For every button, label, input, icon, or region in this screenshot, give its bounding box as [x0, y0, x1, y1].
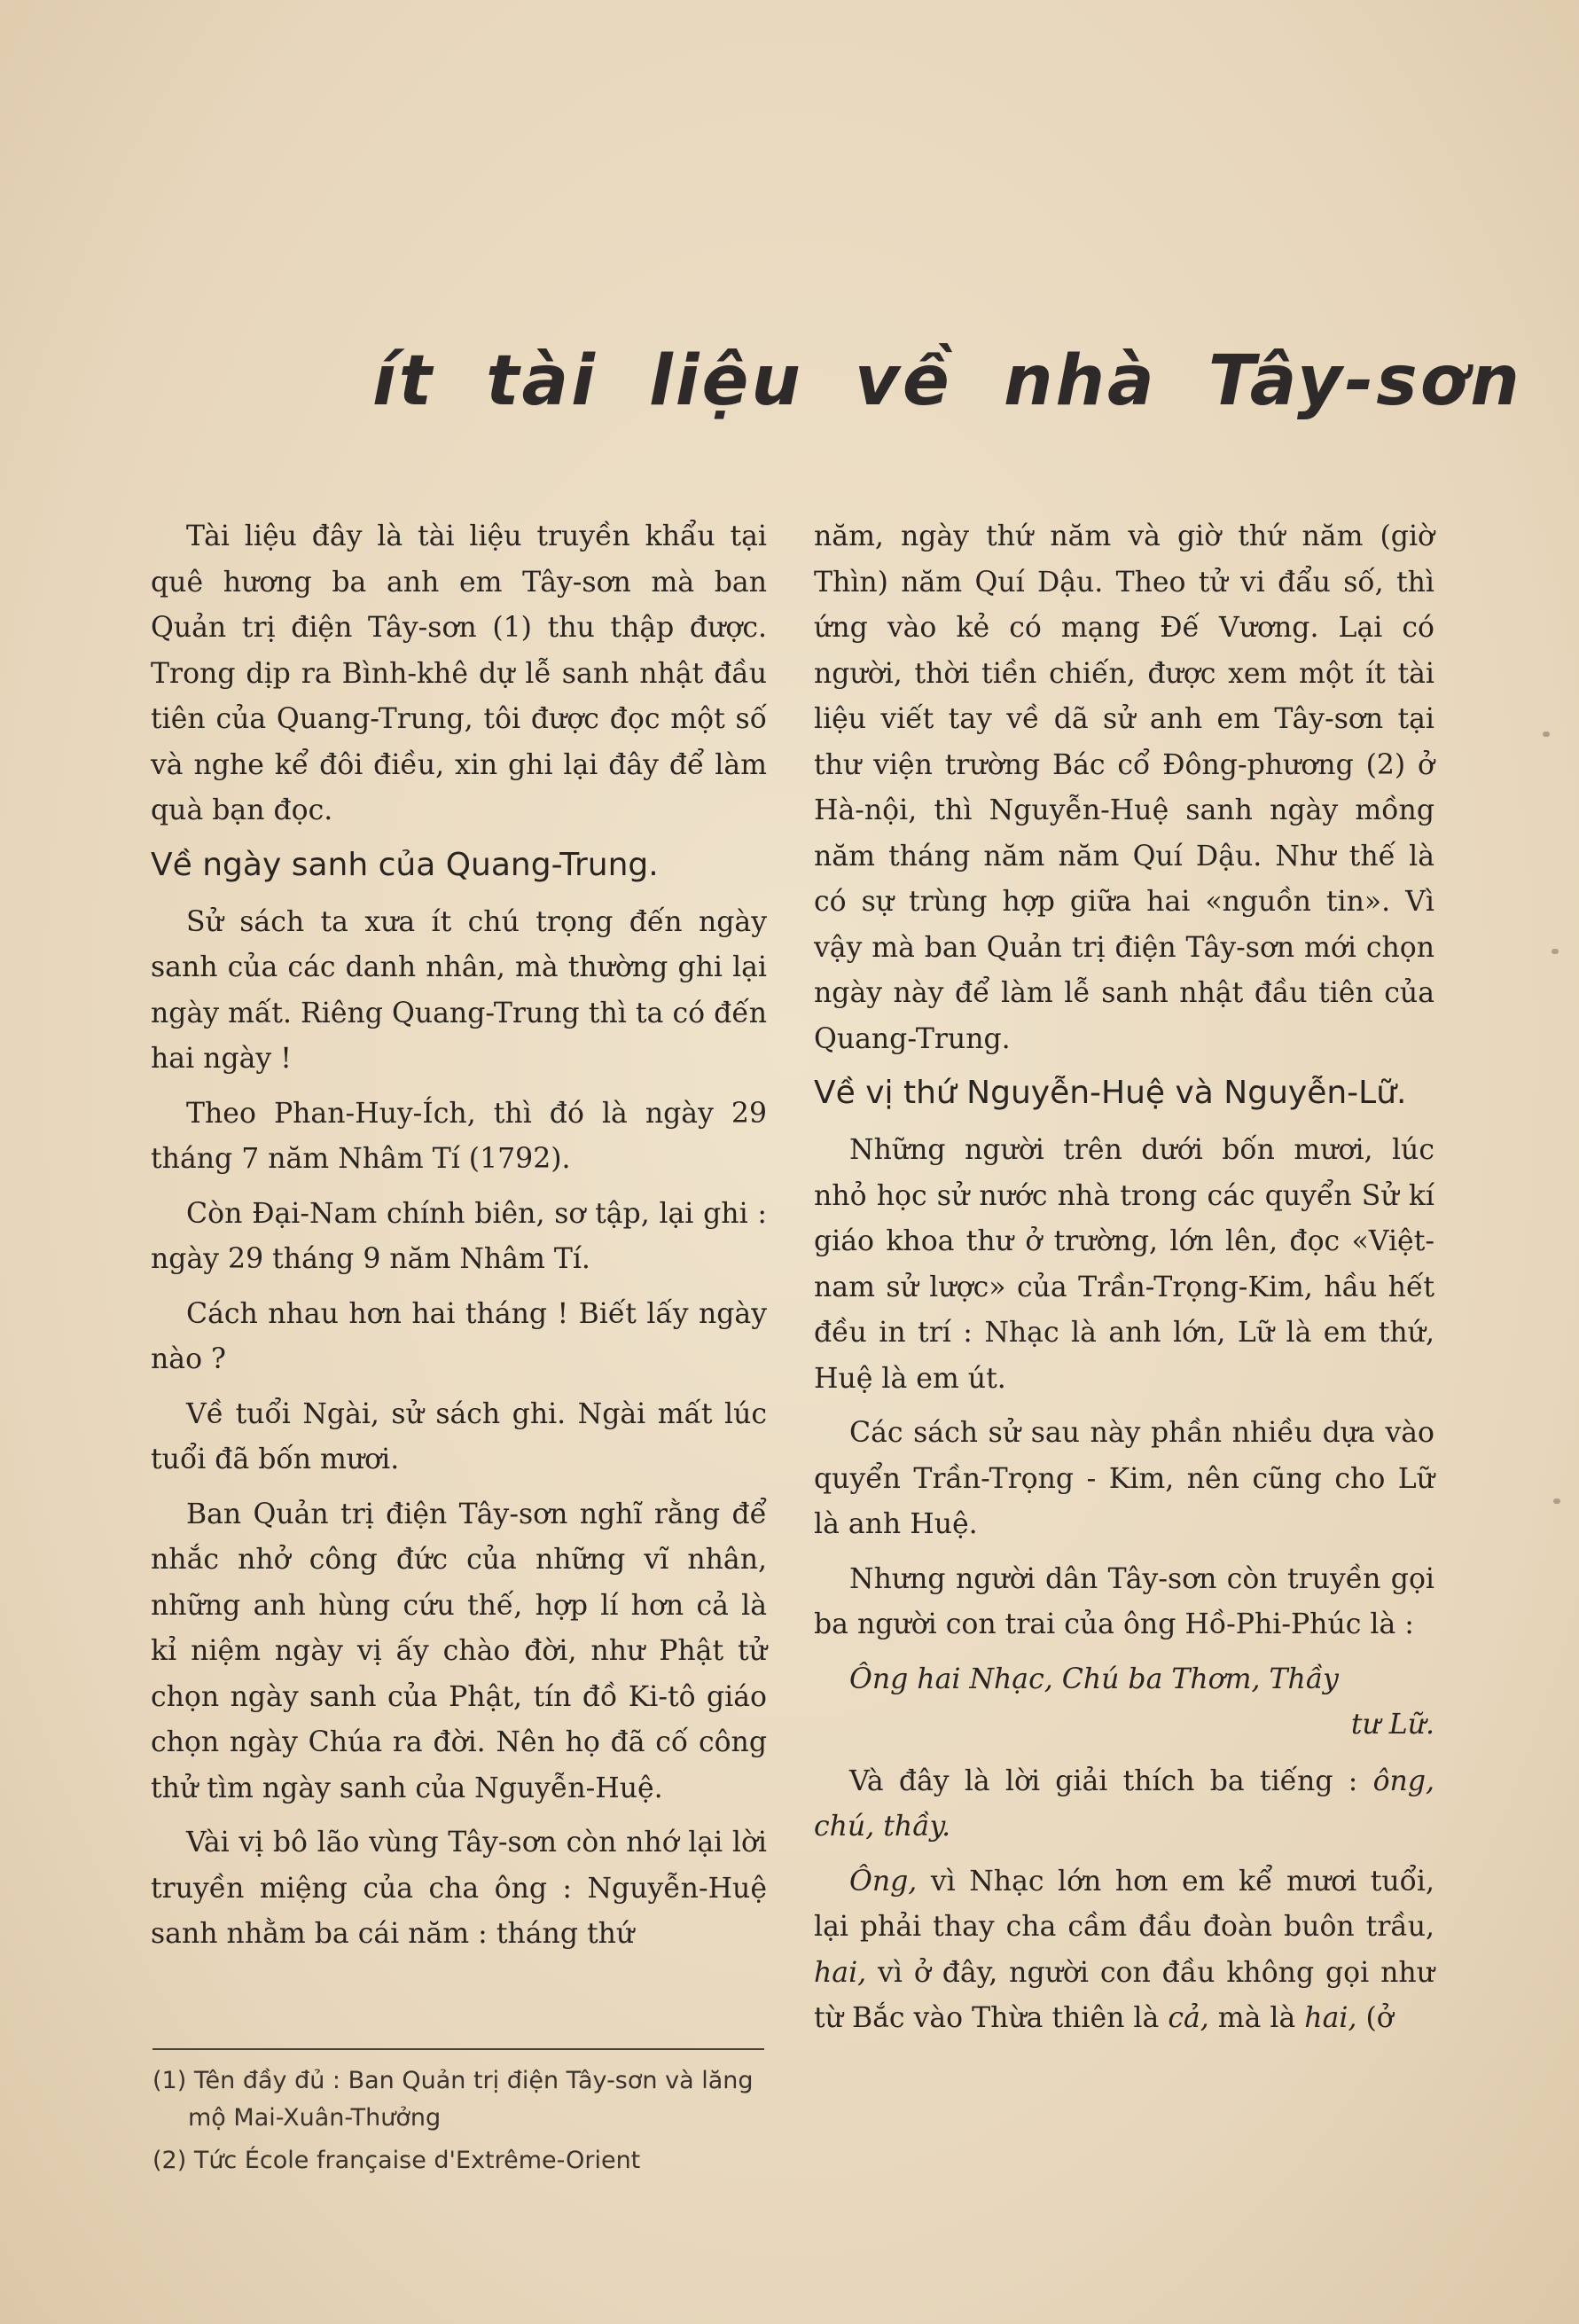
paragraph: Sử sách ta xưa ít chú trọng đến ngày sanh của các danh nhân, mà thường ghi lại ngày mất. Riêng Quang-Trung thì ta có đến hai ngày !	[151, 905, 767, 1075]
paper-speck	[1543, 732, 1550, 737]
left-column	[151, 514, 767, 1967]
paragraph: Những người trên dưới bốn mươi, lúc nhỏ học sử nước nhà trong các quyển Sử kí giáo khoa thư ở trường, lớn lên, đọc «Việt-nam sử lược» của Trần-Trọng-Kim, hầu hết đều in trí : Nhạc là anh lớn, Lữ là em thứ, Huệ là em út.	[814, 1134, 1434, 1395]
text-run-italic: hai,	[814, 1956, 867, 1989]
text-run: vì ở đây, người con đầu không gọi như từ Bắc vào Thừa thiên là	[814, 1956, 1434, 2034]
paragraph	[814, 1759, 1434, 1851]
paragraph: Ban Quản trị điện Tây-sơn nghĩ rằng để nhắc nhở công đức của những vĩ nhân, những anh hùng cứu thế, hợp lí hơn cả là kỉ niệm ngày vị ấy chào đời, như Phật tử chọn ngày sanh của Phật, tín đồ Ki-tô giáo chọn ngày Chúa ra đời. Nên họ đã cố công thử tìm ngày sanh của Nguyễn-Huệ.	[151, 1498, 767, 1804]
section-heading-birthday: Về ngày sanh của Quang-Trung.	[151, 846, 659, 883]
paragraph	[814, 1859, 1434, 2042]
verse-line: Ông hai Nhạc, Chú ba Thơm, Thầy	[849, 1663, 1339, 1695]
paragraph: Về tuổi Ngài, sử sách ghi. Ngài mất lúc tuổi đã bốn mươi.	[151, 1397, 767, 1475]
paragraph: Nhưng người dân Tây-sơn còn truyền gọi ba người con trai của ông Hồ-Phi-Phúc là :	[814, 1562, 1434, 1640]
text-run-italic: hai,	[1304, 2002, 1357, 2034]
text-run: mà là	[1208, 2002, 1305, 2034]
paragraph: Cách nhau hơn hai tháng ! Biết lấy ngày nào ?	[151, 1297, 767, 1375]
article-title: ít tài liệu về nhà Tây-sơn	[372, 341, 1522, 421]
verse	[814, 1657, 1434, 1749]
section-heading-order: Về vị thứ Nguyễn-Huệ và Nguyễn-Lữ.	[814, 1075, 1407, 1111]
paragraph: Tài liệu đây là tài liệu truyền khẩu tại quê hương ba anh em Tây-sơn mà ban Quản trị điện Tây-sơn (1) thu thập được. Trong dịp ra Bình-khê dự lễ sanh nhật đầu tiên của Quang-Trung, tôi được đọc một số và nghe kể đôi điều, xin ghi lại đây để làm quà bạn đọc.	[151, 520, 767, 826]
text-run: vì Nhạc lớn hơn em kể mươi tuổi, lại phải thay cha cầm đầu đoàn buôn trầu,	[814, 1865, 1434, 1943]
paragraph: Các sách sử sau này phần nhiều dựa vào quyển Trần-Trọng - Kim, nên cũng cho Lữ là anh Huệ.	[814, 1417, 1434, 1540]
text-run-italic: ông, chú, thầy.	[814, 1765, 1434, 1843]
footnote-1: (1) Tên đầy đủ : Ban Quản trị điện Tây-sơn và lăng mộ Mai-Xuân-Thưởng	[152, 2067, 754, 2132]
right-column	[814, 514, 1434, 2051]
footnote-divider	[152, 2048, 764, 2050]
paper-speck	[1553, 1498, 1560, 1504]
text-run-italic: Ông,	[849, 1865, 918, 1898]
paragraph: năm, ngày thứ năm và giờ thứ năm (giờ Thìn) năm Quí Dậu. Theo tử vi đẩu số, thì ứng vào kẻ có mạng Đế Vương. Lại có người, thời tiền chiến, được xem một ít tài liệu viết tay về dã sử anh em Tây-sơn tại thư viện trường Bác cổ Đông-phương (2) ở Hà-nội, thì Nguyễn-Huệ sanh ngày mồng năm tháng năm năm Quí Dậu. Như thế là có sự trùng hợp giữa hai «nguồn tin». Vì vậy mà ban Quản trị điện Tây-sơn mới chọn ngày này để làm lễ sanh nhật đầu tiên của Quang-Trung.	[814, 520, 1434, 1055]
text-run-italic: cả,	[1168, 2002, 1209, 2034]
verse-line-end: tư Lữ.	[1350, 1709, 1434, 1741]
text-run: Và đây là lời giải thích ba tiếng :	[849, 1765, 1373, 1797]
paragraph: Vài vị bô lão vùng Tây-sơn còn nhớ lại lời truyền miệng của cha ông : Nguyễn-Huệ sanh nhằm ba cái năm : tháng thứ	[151, 1827, 767, 1950]
footnotes	[152, 2062, 764, 2185]
paragraph: Còn Đại-Nam chính biên, sơ tập, lại ghi : ngày 29 tháng 9 năm Nhâm Tí.	[151, 1197, 767, 1275]
paragraph: Theo Phan-Huy-Ích, thì đó là ngày 29 tháng 7 năm Nhâm Tí (1792).	[151, 1097, 767, 1175]
footnote-2: (2) Tức École française d'Extrême-Orient	[152, 2147, 641, 2174]
text-run: (ở	[1356, 2002, 1394, 2034]
paper-speck	[1552, 949, 1559, 954]
